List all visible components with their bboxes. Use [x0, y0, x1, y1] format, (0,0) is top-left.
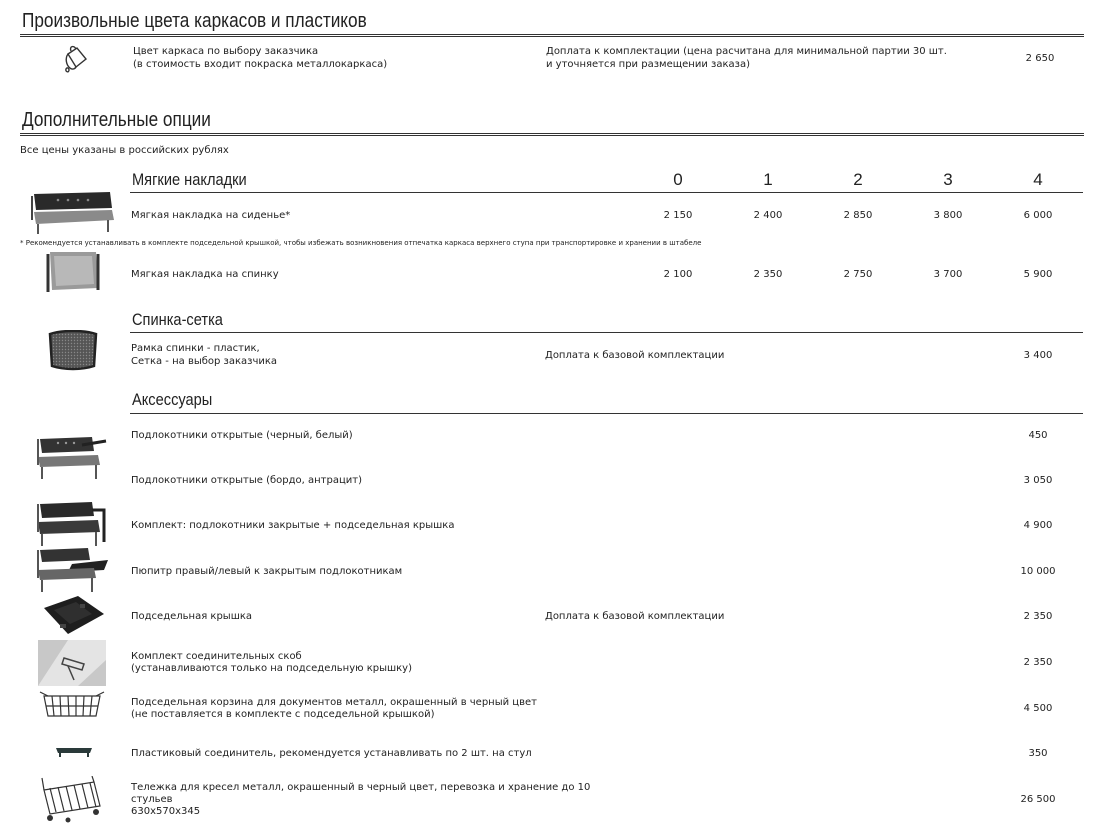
acc-item-label: Подлокотники открытые (черный, белый): [131, 430, 353, 441]
acc-item-label: Пластиковый соединитель, рекомендуется устанавливать по 2 шт. на стул: [131, 748, 532, 759]
acc-item-note: Доплата к базовой комплектации: [545, 611, 725, 622]
acc-item-label-3: 630x570x345: [131, 806, 201, 817]
acc-item-price: 2 350: [1023, 611, 1053, 622]
acc-item-price: 4 500: [1023, 703, 1053, 714]
accessories-divider: [130, 413, 1083, 414]
column-header: 3: [943, 170, 953, 189]
price-cell: 3 700: [933, 269, 963, 280]
mesh-line2: Сетка - на выбор заказчика: [131, 356, 278, 367]
acc-item-label-2: (не поставляется в комплекте с подседельной крышкой): [131, 709, 435, 720]
price-cell: 2 100: [663, 269, 693, 280]
seat-pad-chair-image: [28, 190, 118, 236]
open-armrests-chair-image: [32, 435, 108, 481]
acc-item-label: Пюпитр правый/левый к закрытым подлокотникам: [131, 566, 403, 577]
closed-armrests-kit-image: [32, 502, 108, 548]
column-header: 2: [853, 170, 863, 189]
acc-item-price: 2 350: [1023, 657, 1053, 668]
column-header: 1: [763, 170, 773, 189]
acc-item-label: Подлокотники открытые (бордо, антрацит): [131, 475, 363, 486]
acc-item-price: 26 500: [1020, 794, 1056, 805]
acc-item-label: Тележка для кресел металл, окрашенный в черный цвет, перевозка и хранение до 10: [131, 782, 591, 793]
back-pad-label: Мягкая накладка на спинку: [131, 269, 279, 280]
soft-pads-title: Мягкие накладки: [132, 170, 247, 189]
price-cell: 2 400: [753, 210, 783, 221]
mesh-back-image: [46, 330, 100, 372]
acc-item-label: Комплект соединительных скоб: [131, 651, 302, 662]
currency-note: Все цены указаны в российских рублях: [20, 145, 229, 156]
frame-color-note-line1: Доплата к комплектации (цена расчитана для минимальной партии 30 шт.: [546, 46, 947, 57]
column-header: 4: [1033, 170, 1043, 189]
frame-color-desc-line1: Цвет каркаса по выбору заказчика: [133, 46, 319, 57]
price-cell: 5 900: [1023, 269, 1053, 280]
seat-pad-label: Мягкая накладка на сиденье*: [131, 210, 291, 221]
back-pad-image: [44, 250, 102, 294]
soft-pads-divider: [130, 192, 1083, 193]
acc-item-label: Комплект: подлокотники закрытые + подседельная крышка: [131, 520, 455, 531]
acc-item-price: 450: [1028, 430, 1048, 441]
section-title-colors: Произвольные цвета каркасов и пластиков: [22, 10, 367, 32]
soft-pads-footnote: * Рекомендуется устанавливать в комплекте подседельной крышкой, чтобы избежать возникновения отпечатка каркаса верхнего ступа при транспортировке и хранении в штабеле: [20, 239, 702, 247]
frame-color-desc-line2: (в стоимость входит покраска металлокаркаса): [133, 59, 388, 70]
paint-bucket-icon: [60, 44, 90, 76]
acc-item-label: Подседельная крышка: [131, 611, 253, 622]
acc-item-price: 10 000: [1020, 566, 1056, 577]
mesh-price: 3 400: [1023, 350, 1053, 361]
mesh-note: Доплата к базовой комплектации: [545, 350, 725, 361]
desk-tablet-chair-image: [32, 548, 108, 594]
price-cell: 3 800: [933, 210, 963, 221]
price-cell: 6 000: [1023, 210, 1053, 221]
document-basket-image: [38, 688, 106, 724]
section-divider: [20, 34, 1084, 37]
price-cell: 2 850: [843, 210, 873, 221]
acc-item-price: 350: [1028, 748, 1048, 759]
section-title-options: Дополнительные опции: [22, 109, 211, 131]
mesh-divider: [130, 332, 1083, 333]
accessories-title: Аксессуары: [132, 390, 213, 409]
mesh-back-title: Спинка-сетка: [132, 310, 223, 329]
section-divider: [20, 133, 1084, 136]
column-header: 0: [673, 170, 683, 189]
chair-trolley-image: [38, 776, 104, 824]
under-seat-cover-image: [40, 594, 106, 640]
connecting-brackets-image: [38, 640, 106, 686]
acc-item-label: Подседельная корзина для документов металл, окрашенный в черный цвет: [131, 697, 537, 708]
price-cell: 2 750: [843, 269, 873, 280]
acc-item-price: 3 050: [1023, 475, 1053, 486]
acc-item-label-2: стульев: [131, 794, 173, 805]
mesh-line1: Рамка спинки - пластик,: [131, 343, 260, 354]
price-cell: 2 350: [753, 269, 783, 280]
frame-color-price: 2 650: [1025, 53, 1055, 64]
price-cell: 2 150: [663, 210, 693, 221]
acc-item-price: 4 900: [1023, 520, 1053, 531]
plastic-connector-image: [54, 744, 94, 758]
frame-color-note-line2: и уточняется при размещении заказа): [546, 59, 750, 70]
acc-item-label-2: (устанавливаются только на подседельную крышку): [131, 663, 413, 674]
